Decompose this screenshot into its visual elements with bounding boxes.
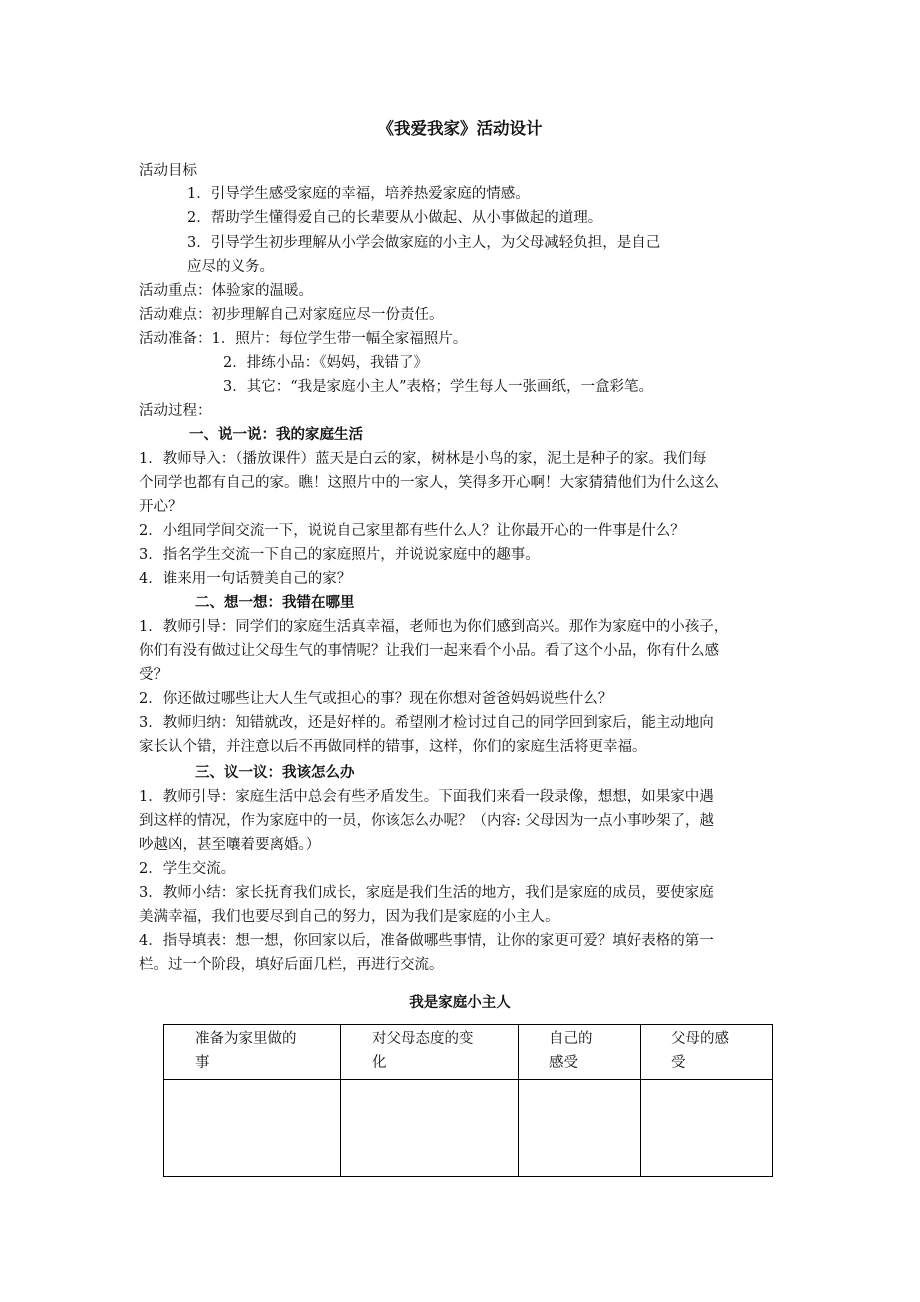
paragraph-line: 2．小组同学间交流一下，说说自己家里都有些什么人？让你最开心的一件事是什么？ (139, 523, 685, 539)
paragraph-line: 2．学生交流。 (139, 861, 236, 877)
header-text: 准备为家里做的 (195, 1031, 297, 1047)
activity-difficulty: 活动难点：初步理解自己对家庭应尽一份责任。 (139, 307, 444, 323)
paragraph-line: 家长认个错，并注意以后不再做同样的错事，这样，你们的家庭生活将更幸福。 (139, 739, 647, 755)
table-cell-empty[interactable] (164, 1080, 341, 1177)
prep-line: 2．排练小品：《妈妈，我错了》 (223, 355, 428, 371)
paragraph-line: 2．你还做过哪些让大人生气或担心的事？现在你想对爸爸妈妈说些什么？ (139, 691, 613, 707)
paragraph-line: 1．教师引导：家庭生活中总会有些矛盾发生。下面我们来看一段录像，想想，如果家中遇 (139, 789, 714, 805)
header-text: 对父母态度的变 (372, 1031, 474, 1047)
paragraph-line: 4．指导填表：想一想，你回家以后，准备做哪些事情，让你的家更可爱？填好表格的第一 (139, 933, 714, 949)
table-row (164, 1080, 773, 1177)
header-text: 感受 (549, 1055, 578, 1071)
process-heading: 活动过程： (139, 403, 212, 419)
header-text: 事 (195, 1055, 210, 1071)
paragraph-line: 3．指名学生交流一下自己的家庭照片，并说说家庭中的趣事。 (139, 547, 540, 563)
paragraph-line: 到这样的情况，作为家庭中的一员，你该怎么办呢？（内容: 父母因为一点小事吵架了，越 (139, 813, 714, 829)
paragraph-line: 吵越凶，甚至嚷着要离婚。） (139, 837, 321, 853)
header-text: 化 (372, 1055, 387, 1071)
document-title: 《我爱我家》活动设计 (377, 119, 543, 138)
paragraph-line: 3．教师小结：家长抚育我们成长，家庭是我们生活的地方，我们是家庭的成员，要使家庭 (139, 885, 714, 901)
table-header-cell (641, 1025, 773, 1080)
header-text: 自己的 (549, 1031, 593, 1047)
paragraph-line: 个同学也都有自己的家。瞧！这照片中的一家人，笑得多开心啊！大家猜猜他们为什么这么 (139, 475, 719, 491)
paragraph-line: 栏。过一个阶段，填好后面几栏，再进行交流。 (139, 957, 444, 973)
table-cell-empty[interactable] (341, 1080, 519, 1177)
goal-heading: 活动目标 (139, 163, 197, 179)
paragraph-line: 美满幸福，我们也要尽到自己的努力，因为我们是家庭的小主人。 (139, 909, 560, 925)
family-host-table (163, 1024, 773, 1177)
section-heading: 三、议一议：我该怎么办 (195, 765, 355, 781)
table-title: 我是家庭小主人 (409, 995, 511, 1011)
paragraph-line: 1．教师导入：（播放课件）蓝天是白云的家，树林是小鸟的家，泥土是种子的家。我们每 (139, 451, 707, 467)
table-header-cell (519, 1025, 641, 1080)
goal-line: 应尽的义务。 (187, 259, 274, 275)
section-heading: 二、想一想：我错在哪里 (195, 595, 355, 611)
paragraph-line: 1．教师引导：同学们的家庭生活真幸福，老师也为你们感到高兴。那作为家庭中的小孩子， (139, 619, 729, 635)
goal-line: 2．帮助学生懂得爱自己的长辈要从小做起、从小事做起的道理。 (187, 210, 603, 226)
section-heading: 一、说一说：我的家庭生活 (189, 427, 363, 443)
header-text: 父母的感 (671, 1031, 729, 1047)
header-text: 受 (671, 1055, 686, 1071)
table-header-row (164, 1025, 773, 1080)
prep-line: 活动准备：1．照片：每位学生带一幅全家福照片。 (139, 331, 468, 347)
table-header-cell (341, 1025, 519, 1080)
paragraph-line: 开心？ (139, 499, 183, 515)
table-header-cell (164, 1025, 341, 1080)
prep-line: 3．其它：“我是家庭小主人”表格；学生每人一张画纸，一盒彩笔。 (223, 379, 654, 395)
paragraph-line: 受？ (139, 667, 168, 683)
paragraph-line: 4．谁来用一句话赞美自己的家？ (139, 571, 352, 587)
paragraph-line: 3．教师归纳：知错就改，还是好样的。希望刚才检讨过自己的同学回到家后，能主动地向 (139, 715, 714, 731)
goal-line: 1．引导学生感受家庭的幸福，培养热爱家庭的情感。 (187, 186, 530, 202)
table-cell-empty[interactable] (641, 1080, 773, 1177)
activity-focus: 活动重点：体验家的温暖。 (139, 283, 313, 299)
paragraph-line: 你们有没有做过让父母生气的事情呢？让我们一起来看个小品。看了这个小品，你有什么感 (139, 643, 719, 659)
goal-line: 3．引导学生初步理解从小学会做家庭的小主人，为父母减轻负担，是自己 (187, 235, 661, 251)
table-cell-empty[interactable] (519, 1080, 641, 1177)
